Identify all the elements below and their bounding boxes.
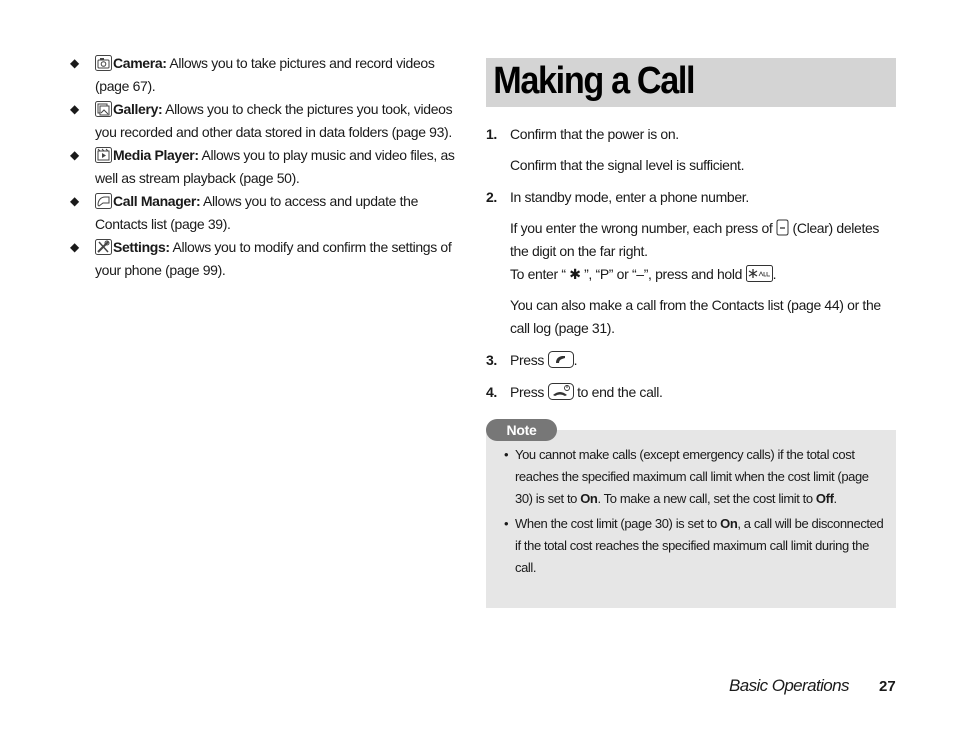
- settings-icon: [95, 239, 112, 255]
- step-number: 3.: [486, 352, 497, 368]
- step-text: [510, 349, 896, 372]
- step-3: [486, 349, 896, 372]
- end-key-icon: [548, 383, 574, 400]
- step-subtext: [510, 217, 896, 263]
- steps-list: [486, 123, 896, 413]
- call-key-icon: [548, 351, 574, 368]
- step-text: In standby mode, enter a phone number.: [510, 189, 749, 205]
- feature-item-settings: [70, 236, 470, 282]
- note-label: Note: [486, 419, 557, 441]
- diamond-bullet-icon: ◆: [70, 148, 79, 162]
- note-item: [504, 444, 884, 510]
- step-text-a: Press: [510, 384, 548, 400]
- step-text-a: Press: [510, 352, 548, 368]
- feature-name: Camera:: [113, 55, 167, 71]
- step-text-b: .: [573, 352, 578, 368]
- star-symbol: ✱: [569, 266, 581, 282]
- step-4: [486, 381, 896, 404]
- note-item: [504, 513, 884, 579]
- note-bold-on: On: [580, 491, 598, 506]
- note-bold-off: Off: [815, 491, 834, 506]
- feature-name: Media Player:: [113, 147, 199, 163]
- feature-name: Call Manager:: [113, 193, 201, 209]
- step-text-b: to end the call.: [573, 384, 663, 400]
- note-text: When the cost limit (page 30) is set to: [515, 516, 721, 531]
- step-number: 2.: [486, 189, 497, 205]
- feature-item-call-manager: [70, 190, 470, 236]
- media-player-icon: [95, 147, 112, 163]
- step-subtext: [510, 263, 896, 286]
- feature-desc: Allows you to play music and video files, as well as stream playback (page 50).: [95, 147, 455, 186]
- feature-desc: Allows you to modify and confirm the settings of your phone (page 99).: [95, 239, 452, 278]
- star-key-icon: [746, 265, 773, 282]
- diamond-bullet-icon: ◆: [70, 240, 79, 254]
- step-1: [486, 123, 896, 177]
- step-subtext: You can also make a call from the Contacts list (page 44) or the call log (page 31).: [510, 297, 881, 336]
- note-bullet: •: [504, 516, 509, 531]
- camera-icon: [95, 55, 112, 71]
- feature-name: Gallery:: [113, 101, 163, 117]
- enter-hint-a: To enter “: [510, 266, 570, 282]
- note-text: .: [833, 491, 837, 506]
- feature-desc: Allows you to take pictures and record videos (page 67).: [95, 55, 435, 94]
- step-number: 1.: [486, 126, 497, 142]
- note-list: [504, 444, 884, 582]
- step-text: [510, 381, 896, 404]
- clear-hint-a: If you enter the wrong number, each press of: [510, 220, 776, 236]
- step-text: Confirm that the power is on.: [510, 126, 679, 142]
- feature-name: Settings:: [113, 239, 170, 255]
- enter-hint-c: .: [772, 266, 777, 282]
- note-bullet: •: [504, 447, 509, 462]
- feature-desc: Allows you to access and update the Contacts list (page 39).: [95, 193, 419, 232]
- feature-desc: Allows you to check the pictures you took, videos you recorded and other data stored in data folders (page 93).: [95, 101, 453, 140]
- feature-item-gallery: [70, 98, 470, 144]
- note-text: You cannot make calls (except emergency calls) if the total cost reaches the specified maximum call limit when the cost limit (page 30) is set to: [515, 447, 869, 506]
- section-title-bar: [486, 58, 896, 107]
- clear-hint-b: (Clear) deletes the digit on the far right.: [510, 220, 880, 259]
- gallery-icon: [95, 101, 112, 117]
- page-number: 27: [879, 678, 896, 695]
- diamond-bullet-icon: ◆: [70, 56, 79, 70]
- note-text: , a call will be disconnected if the total cost reaches the specified maximum call limit during the call.: [515, 516, 884, 575]
- feature-list: [70, 52, 470, 282]
- enter-hint-b: ”, “P” or “–”, press and hold: [580, 266, 746, 282]
- footer-section-title: Basic Operations: [729, 676, 849, 695]
- step-number: 4.: [486, 384, 497, 400]
- page-title: Making a Call: [493, 60, 695, 102]
- note-text: . To make a new call, set the cost limit to: [597, 491, 816, 506]
- feature-item-media-player: [70, 144, 470, 190]
- clear-key-icon: [776, 219, 789, 236]
- call-manager-icon: [95, 193, 112, 209]
- feature-item-camera: [70, 52, 470, 98]
- note-bold-on: On: [720, 516, 738, 531]
- diamond-bullet-icon: ◆: [70, 102, 79, 116]
- step-2: [486, 186, 896, 340]
- diamond-bullet-icon: ◆: [70, 194, 79, 208]
- step-subtext: Confirm that the signal level is sufficient.: [510, 157, 745, 173]
